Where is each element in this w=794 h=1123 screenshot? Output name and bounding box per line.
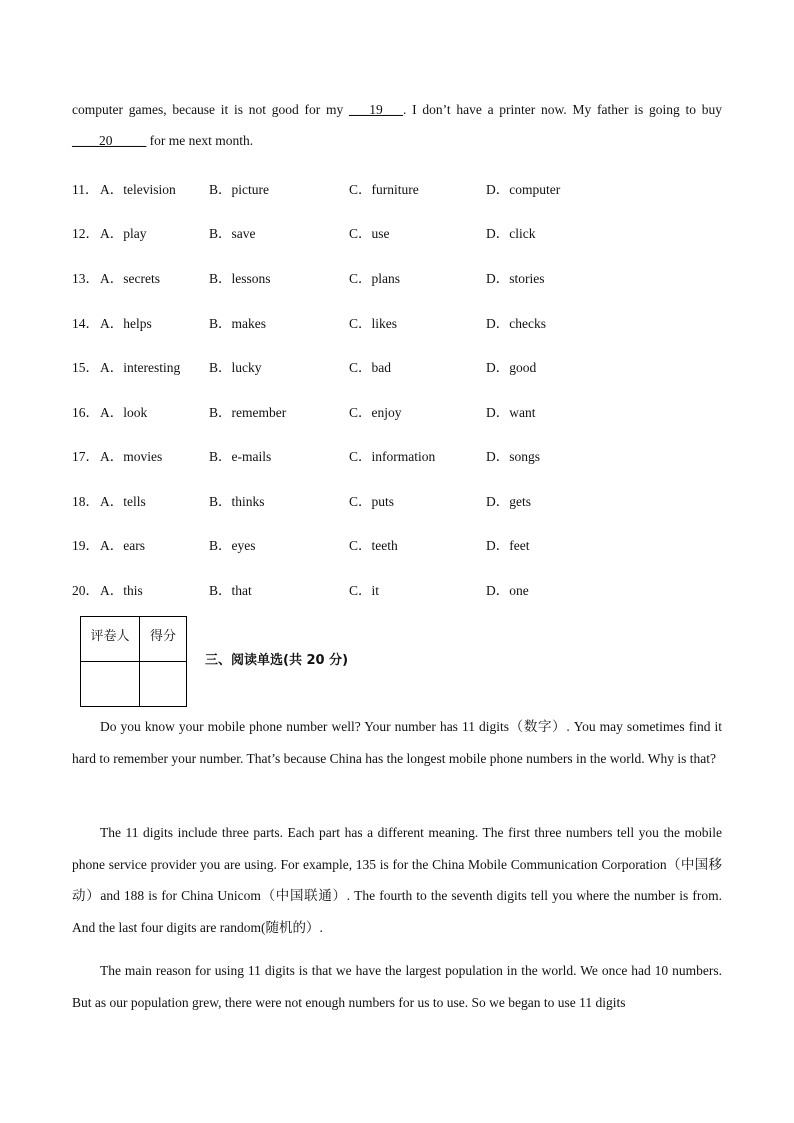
option-d: D．songs bbox=[486, 449, 541, 464]
option-b: B．save bbox=[209, 226, 256, 241]
option-d: D．checks bbox=[486, 316, 546, 331]
question-item bbox=[72, 579, 722, 599]
option-b: B．e-mails bbox=[209, 449, 272, 464]
question-item bbox=[72, 312, 722, 332]
option-d: D．gets bbox=[486, 494, 531, 509]
question-item bbox=[72, 356, 722, 376]
blank-20: ____20_____ bbox=[72, 133, 147, 148]
option-b: B．remember bbox=[209, 405, 287, 420]
option-b: B．lucky bbox=[209, 360, 262, 375]
option-a: A．movies bbox=[100, 449, 163, 464]
passage-line-2 bbox=[72, 133, 253, 149]
option-a: A．tells bbox=[100, 494, 146, 509]
option-a: A．play bbox=[100, 226, 147, 241]
option-a: A．this bbox=[100, 583, 143, 598]
option-c: C．information bbox=[349, 449, 436, 464]
option-b: B．picture bbox=[209, 182, 269, 197]
blank-19: ___19___ bbox=[349, 102, 403, 117]
option-a: A．helps bbox=[100, 316, 152, 331]
option-a: A．look bbox=[100, 405, 148, 420]
question-item bbox=[72, 267, 722, 287]
question-item bbox=[72, 445, 722, 465]
reading-paragraph-1: Do you know your mobile phone number well? Your number has 11 digits（数字）. You may sometimes find it hard to remember your number. That’s because China has the longest mobile phone numbers in the world. Why is that? bbox=[72, 719, 722, 766]
question-item bbox=[72, 222, 722, 242]
question-number: 15． bbox=[72, 360, 99, 375]
option-b: B．lessons bbox=[209, 271, 271, 286]
option-c: C．use bbox=[349, 226, 390, 241]
question-number: 19． bbox=[72, 538, 99, 553]
option-d: D．feet bbox=[486, 538, 530, 553]
passage-text: computer games, because it is not good for my bbox=[72, 102, 349, 117]
passage-text: . I don’t have a printer now. My father is going to buy bbox=[403, 102, 722, 117]
option-b: B．eyes bbox=[209, 538, 256, 553]
option-b: B．thinks bbox=[209, 494, 265, 509]
passage-text: for me next month. bbox=[146, 133, 254, 148]
grader-label: 评卷人 bbox=[90, 629, 130, 644]
question-number: 20． bbox=[72, 583, 99, 598]
option-c: C．furniture bbox=[349, 182, 419, 197]
option-d: D．click bbox=[486, 226, 536, 241]
grader-header bbox=[81, 617, 140, 662]
score-header bbox=[140, 617, 187, 662]
question-number: 16． bbox=[72, 405, 99, 420]
option-d: D．one bbox=[486, 583, 529, 598]
question-number: 14． bbox=[72, 316, 99, 331]
option-b: B．makes bbox=[209, 316, 266, 331]
question-item bbox=[72, 401, 722, 421]
question-number: 13． bbox=[72, 271, 99, 286]
question-item bbox=[72, 490, 722, 510]
option-d: D．want bbox=[486, 405, 536, 420]
option-c: C．teeth bbox=[349, 538, 398, 553]
score-label: 得分 bbox=[149, 629, 176, 644]
reading-paragraph-3: The main reason for using 11 digits is that we have the largest population in the world. We once had 10 numbers. But as our population grew, there were not enough numbers for us to use. So we began to use 11 digits bbox=[72, 963, 722, 1010]
option-a: A．interesting bbox=[100, 360, 181, 375]
question-number: 18． bbox=[72, 494, 99, 509]
option-a: A．ears bbox=[100, 538, 145, 553]
section-title: 三、阅读单选(共 20 分) bbox=[205, 653, 349, 668]
question-item bbox=[72, 178, 722, 198]
question-item bbox=[72, 534, 722, 554]
option-b: B．that bbox=[209, 583, 252, 598]
question-number: 17． bbox=[72, 449, 99, 464]
question-number: 11． bbox=[72, 182, 99, 197]
option-a: A．secrets bbox=[100, 271, 160, 286]
option-c: C．likes bbox=[349, 316, 398, 331]
option-c: C．plans bbox=[349, 271, 401, 286]
passage-line-1 bbox=[72, 102, 722, 118]
reading-paragraph-2: The 11 digits include three parts. Each part has a different meaning. The first three numbers tell you the mobile phone service provider you are using. For example, 135 is for the China Mobile Communication Corporation（中国移动）and 188 is for China Unicom（中国联通）. The fourth to the seventh digits tell you where the number is from. And the last four digits are random(随机的）. bbox=[72, 825, 722, 935]
option-a: A．television bbox=[100, 182, 176, 197]
option-c: C．puts bbox=[349, 494, 395, 509]
option-d: D．stories bbox=[486, 271, 545, 286]
option-c: C．bad bbox=[349, 360, 391, 375]
grader-cell[interactable] bbox=[81, 662, 140, 707]
score-table bbox=[80, 616, 187, 707]
score-cell[interactable] bbox=[140, 662, 187, 707]
option-c: C．enjoy bbox=[349, 405, 402, 420]
question-number: 12． bbox=[72, 226, 99, 241]
option-d: D．good bbox=[486, 360, 537, 375]
option-d: D．computer bbox=[486, 182, 561, 197]
option-c: C．it bbox=[349, 583, 380, 598]
